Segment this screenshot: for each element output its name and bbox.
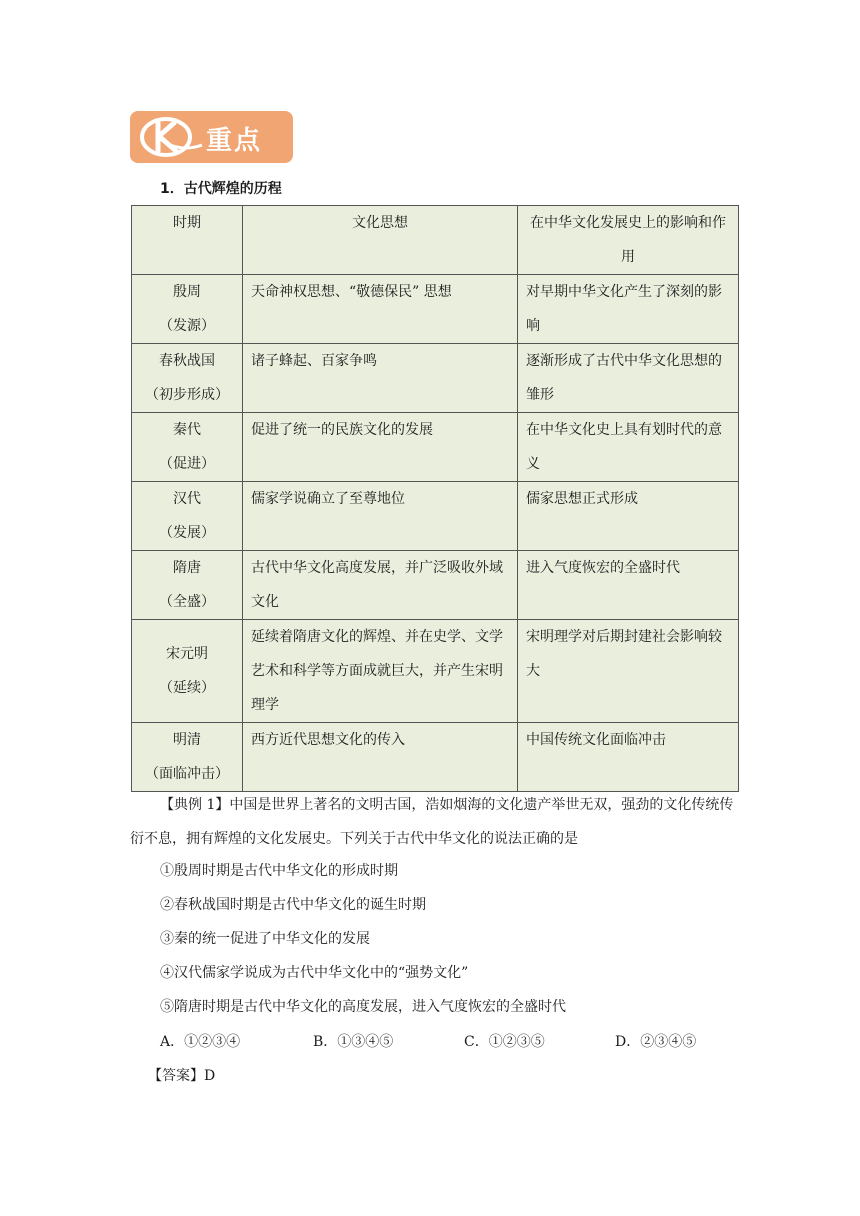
- period-stage: （面临冲击）: [145, 766, 229, 782]
- thought-cell: 古代中华文化高度发展，并广泛吸收外域文化: [243, 551, 518, 620]
- badge-label: 重点: [206, 126, 263, 156]
- period-cell: [132, 413, 243, 482]
- table-row: [132, 551, 739, 620]
- thought-cell: 促进了统一的民族文化的发展: [243, 413, 518, 482]
- statement-5: ⑤隋唐时期是古代中华文化的高度发展，进入气度恢宏的全盛时代: [160, 999, 566, 1015]
- option-b: B．①③④⑤: [313, 1034, 394, 1050]
- table-row: [132, 620, 739, 723]
- impact-cell: 逐渐形成了古代中华文化思想的雏形: [518, 344, 739, 413]
- statement-2: ②春秋战国时期是古代中华文化的诞生时期: [160, 897, 426, 913]
- period-stage: （发源）: [159, 318, 215, 334]
- period-stage: （延续）: [159, 680, 215, 696]
- thought-cell: 延续着隋唐文化的辉煌、并在史学、文学艺术和科学等方面成就巨大，并产生宋明理学: [243, 620, 518, 723]
- statement-3: ③秦的统一促进了中华文化的发展: [160, 931, 370, 947]
- answer-label: 【答案】: [148, 1068, 204, 1084]
- period-name: 汉代: [173, 491, 201, 507]
- thought-cell: 儒家学说确立了至尊地位: [243, 482, 518, 551]
- header-impact: 在中华文化发展史上的影响和作用: [518, 206, 739, 275]
- table-header-row: [132, 206, 739, 275]
- period-cell: [132, 551, 243, 620]
- statement-4: ④汉代儒家学说成为古代中华文化中的“强势文化”: [160, 965, 469, 981]
- header-period: 时期: [132, 206, 243, 275]
- section-title: 1．古代辉煌的历程: [160, 181, 282, 197]
- period-cell: [132, 482, 243, 551]
- period-name: 宋元明: [166, 646, 208, 662]
- option-c: C．①②③⑤: [464, 1034, 545, 1050]
- header-thought: 文化思想: [243, 206, 518, 275]
- table-row: [132, 344, 739, 413]
- example-question: [130, 788, 738, 856]
- impact-cell: 对早期中华文化产生了深刻的影响: [518, 275, 739, 344]
- thought-cell: 天命神权思想、“敬德保民” 思想: [243, 275, 518, 344]
- impact-cell: 儒家思想正式形成: [518, 482, 739, 551]
- period-name: 明清: [173, 732, 201, 748]
- thought-cell: 西方近代思想文化的传入: [243, 723, 518, 792]
- impact-cell: 宋明理学对后期封建社会影响较大: [518, 620, 739, 723]
- period-cell: [132, 344, 243, 413]
- period-cell: [132, 723, 243, 792]
- k-logo-icon: [136, 115, 204, 159]
- period-name: 殷周: [173, 284, 201, 300]
- table-row: [132, 723, 739, 792]
- answer-value: D: [204, 1068, 216, 1084]
- period-stage: （促进）: [159, 456, 215, 472]
- period-stage: （发展）: [159, 525, 215, 541]
- statement-1: ①殷周时期是古代中华文化的形成时期: [160, 863, 398, 879]
- thought-cell: 诸子蜂起、百家争鸣: [243, 344, 518, 413]
- table-row: [132, 413, 739, 482]
- option-d: D．②③④⑤: [615, 1034, 697, 1050]
- table-row: [132, 482, 739, 551]
- impact-cell: 在中华文化史上具有划时代的意义: [518, 413, 739, 482]
- period-name: 春秋战国: [159, 353, 215, 369]
- period-cell: [132, 275, 243, 344]
- period-name: 秦代: [173, 422, 201, 438]
- period-name: 隋唐: [173, 560, 201, 576]
- option-a: A．①②③④: [160, 1034, 241, 1050]
- period-stage: （初步形成）: [145, 387, 229, 403]
- example-question-text: 中国是世界上著名的文明古国，浩如烟海的文化遗产举世无双，强劲的文化传统传衍不息，拥有辉煌的文化发展史。下列关于古代中华文化的说法正确的是: [130, 797, 734, 847]
- history-table: [131, 205, 739, 792]
- period-cell: [132, 620, 243, 723]
- key-points-badge: [130, 111, 293, 163]
- period-stage: （全盛）: [159, 594, 215, 610]
- table-row: [132, 275, 739, 344]
- impact-cell: 进入气度恢宏的全盛时代: [518, 551, 739, 620]
- impact-cell: 中国传统文化面临冲击: [518, 723, 739, 792]
- example-label: 【典例 1】: [160, 797, 230, 813]
- answer-line: [148, 1066, 215, 1086]
